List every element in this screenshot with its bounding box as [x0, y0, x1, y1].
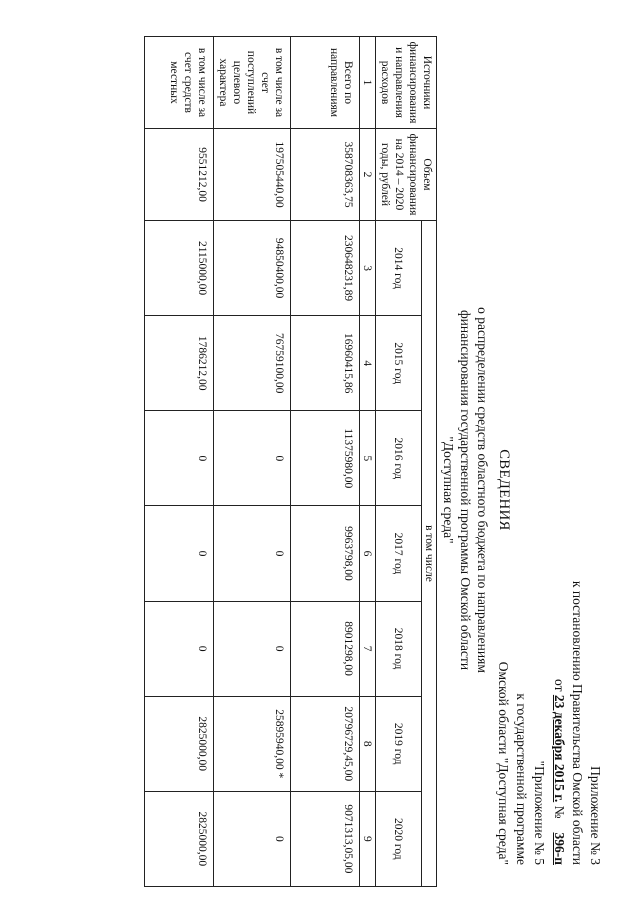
column-number: 8: [360, 696, 376, 791]
table-cell: 8901298,00: [291, 601, 360, 696]
column-number: 4: [360, 316, 376, 411]
column-number: 5: [360, 411, 376, 506]
table-cell: 0: [145, 411, 214, 506]
table-cell: 0: [214, 411, 291, 506]
subtitle-line: финансирования государственной программы Омской области: [458, 309, 473, 671]
table-row: [214, 37, 291, 887]
subtitle-line: о распределении средств областного бюджета по направлениям: [475, 307, 490, 673]
header-year: 2014 год: [376, 221, 422, 316]
decree-number: 396-п: [552, 832, 567, 865]
table-cell: 0: [214, 506, 291, 601]
prev-appendix-number: "Приложение № 5: [532, 760, 547, 865]
table-cell: 2115000,00: [145, 221, 214, 316]
column-number: 9: [360, 791, 376, 886]
column-number: 1: [360, 37, 376, 129]
table-cell: 230648231,89: [291, 221, 360, 316]
header-year: 2015 год: [376, 316, 422, 411]
appendix-issuer: к постановлению Правительства Омской области: [570, 580, 585, 865]
header-total-volume: Объем финансирования на 2014 – 2020 годы, рублей: [376, 129, 437, 221]
column-number: 2: [360, 129, 376, 221]
table-cell: 0: [214, 791, 291, 886]
table-cell: 0: [145, 601, 214, 696]
table-cell: 197505440,00: [214, 129, 291, 221]
funding-table-wrapper: [144, 36, 437, 886]
column-number: 3: [360, 221, 376, 316]
header-sources: Источники финансирования и направления расходов: [376, 37, 437, 129]
table-cell: 9071313,05,00: [291, 791, 360, 886]
appendix-date-line: [550, 581, 568, 865]
date-prefix: от: [552, 679, 567, 692]
document-heading: [440, 180, 512, 800]
funding-table: [144, 36, 437, 887]
table-row: [291, 37, 360, 887]
table-cell: 0: [145, 506, 214, 601]
subtitle-line: "Доступная среда": [441, 436, 456, 544]
table-cell: 94850400,00: [214, 221, 291, 316]
row-source: в том числе за счет поступлений целевого характера: [214, 37, 291, 129]
header-year: 2018 год: [376, 601, 422, 696]
appendix-reference: [550, 581, 604, 865]
header-year: 2019 год: [376, 696, 422, 791]
table-cell: 358708363,75: [291, 129, 360, 221]
table-cell: 25895940,00 *: [214, 696, 291, 791]
decree-date: 23 декабря 2015 г.: [552, 694, 567, 803]
prev-appendix-program: к государственной программе: [514, 693, 529, 865]
appendix-number: Приложение № 3: [588, 766, 603, 865]
table-cell: 0: [214, 601, 291, 696]
header-year: 2020 год: [376, 791, 422, 886]
column-number: 7: [360, 601, 376, 696]
table-cell: 11375980,00: [291, 411, 360, 506]
header-including: в том числе: [422, 221, 437, 887]
row-source: Всего по направлениям: [291, 37, 360, 129]
row-source: в том числе за счет средств местных: [145, 37, 214, 129]
table-cell: 1786212,00: [145, 316, 214, 411]
table-cell: 20796729,45,00: [291, 696, 360, 791]
table-row: [145, 37, 214, 887]
number-label: №: [552, 805, 567, 819]
table-cell: 9551212,00: [145, 129, 214, 221]
table-cell: 16960415,86: [291, 316, 360, 411]
header-year: 2017 год: [376, 506, 422, 601]
document-title: СВЕДЕНИЯ: [496, 449, 512, 531]
column-number: 6: [360, 506, 376, 601]
header-year: 2016 год: [376, 411, 422, 506]
prev-appendix-program-name: Омской области "Доступная среда": [496, 661, 511, 865]
table-cell: 2825000,00: [145, 696, 214, 791]
table-cell: 76759100,00: [214, 316, 291, 411]
table-cell: 2825000,00: [145, 791, 214, 886]
table-cell: 9963798,00: [291, 506, 360, 601]
